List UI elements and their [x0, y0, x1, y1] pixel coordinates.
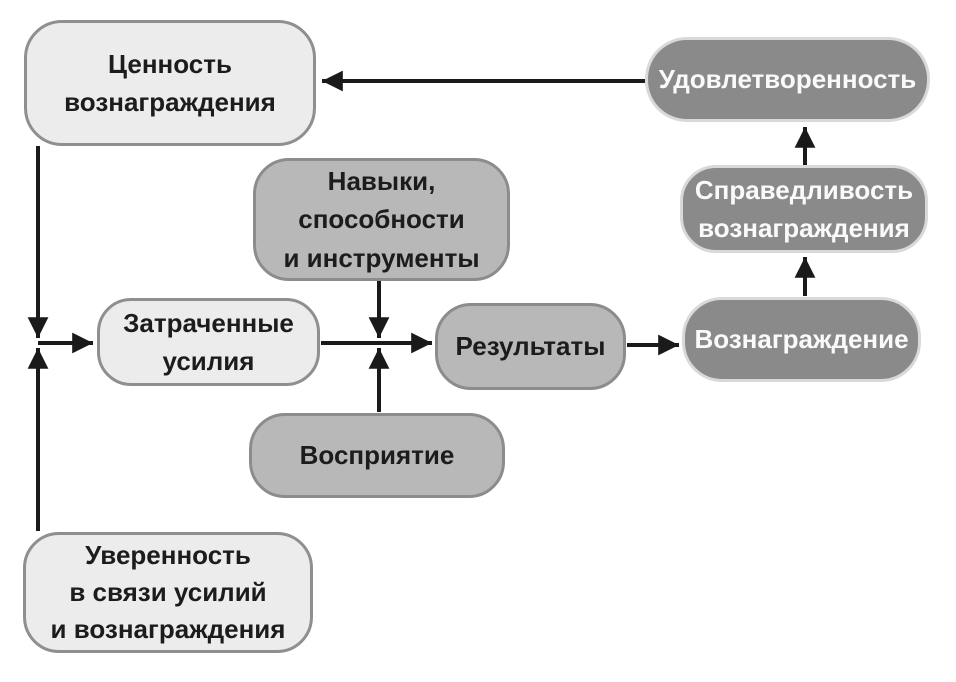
node-perception	[249, 413, 505, 498]
node-label-line: и вознаграждения	[50, 613, 286, 644]
node-satisfaction	[645, 37, 930, 122]
node-label-line: Затраченные	[123, 307, 294, 338]
node-skills	[253, 158, 510, 281]
node-confidence	[23, 532, 313, 653]
node-label-line: в связи усилий	[69, 577, 267, 608]
node-efforts	[97, 298, 320, 386]
node-label-line: Удовлетворенность	[658, 64, 917, 95]
node-label-line: вознаграждения	[698, 213, 910, 243]
node-label-line: и инструменты	[283, 242, 480, 273]
node-reward	[682, 297, 921, 382]
node-reward-value	[24, 20, 316, 146]
node-label-line: усилия	[162, 346, 255, 376]
node-label-line: способности	[298, 204, 465, 235]
node-label-line: Навыки,	[327, 165, 436, 196]
node-results	[435, 303, 626, 390]
node-label-line: Вознаграждение	[694, 324, 909, 355]
node-label-line: Результаты	[455, 331, 606, 362]
node-label-line: Уверенность	[85, 540, 251, 571]
node-label-line: Ценность	[108, 48, 232, 79]
node-label-line: Восприятие	[299, 440, 455, 471]
node-label-line: Справедливость	[694, 174, 914, 205]
node-reward-fairness	[680, 165, 928, 253]
node-label-line: вознаграждения	[64, 87, 276, 117]
